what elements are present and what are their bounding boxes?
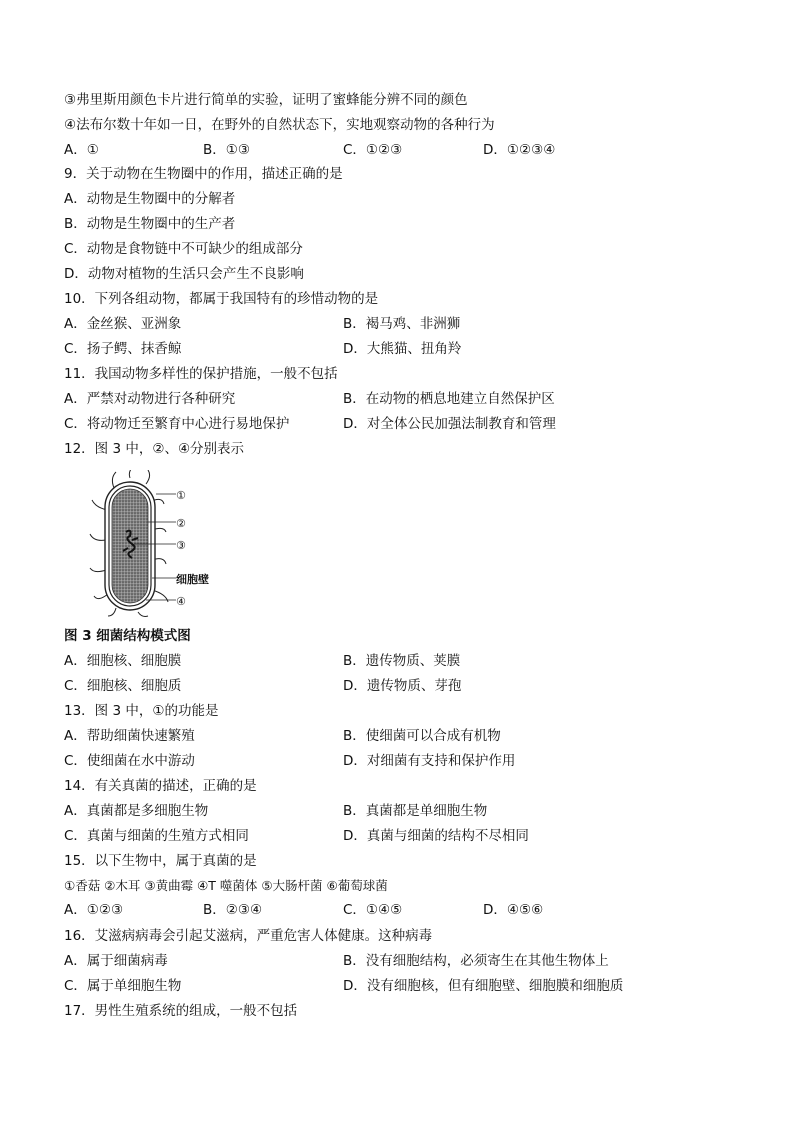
q11-option-a: A．严禁对动物进行各种研究 [64,391,236,407]
q9-option-a: A．动物是生物圈中的分解者 [64,191,236,207]
q9-option-d: D．动物对植物的生活只会产生不良影响 [64,266,304,282]
q8-statement-4: ④法布尔数十年如一日，在野外的自然状态下，实地观察动物的各种行为 [64,117,495,133]
q13-option-d: D．对细菌有支持和保护作用 [343,753,516,769]
q16-option-c: C．属于单细胞生物 [64,978,182,994]
q15-items: ①香菇 ②木耳 ③黄曲霉 ④T 噬菌体 ⑤大肠杆菌 ⑥葡萄球菌 [64,878,388,893]
q8-option-d: D．①②③④ [483,142,556,158]
q14-option-a: A．真菌都是多细胞生物 [64,803,209,819]
q16-option-a: A．属于细菌病毒 [64,953,168,969]
q9-option-b: B．动物是生物圈中的生产者 [64,216,236,232]
q10-option-b: B．褐马鸡、非洲狮 [343,316,461,332]
q13-option-a: A．帮助细菌快速繁殖 [64,728,195,744]
q8-statement-3: ③弗里斯用颜色卡片进行简单的实验，证明了蜜蜂能分辨不同的颜色 [64,92,468,108]
q10-stem: 10．下列各组动物，都属于我国特有的珍惜动物的是 [64,291,379,307]
q15-option-c: C．①④⑤ [343,902,403,918]
q15-option-d: D．④⑤⑥ [483,902,544,918]
q11-option-d: D．对全体公民加强法制教育和管理 [343,416,556,432]
q15-option-b: B．②③④ [203,902,263,918]
q16-option-d: D．没有细胞核，但有细胞壁、细胞膜和细胞质 [343,978,624,994]
q10-option-a: A．金丝猴、亚洲象 [64,316,182,332]
q10-option-c: C．扬子鳄、抹香鲸 [64,341,182,357]
fig-label-4: ④ [176,595,186,608]
q12-stem: 12．图 3 中，②、④分别表示 [64,441,245,457]
q12-option-c: C．细胞核、细胞质 [64,678,182,694]
q14-option-d: D．真菌与细菌的结构不尽相同 [343,828,529,844]
q16-stem: 16．艾滋病病毒会引起艾滋病，严重危害人体健康。这种病毒 [64,928,433,944]
q13-stem: 13．图 3 中，①的功能是 [64,703,219,719]
q9-stem: 9．关于动物在生物圈中的作用，描述正确的是 [64,166,343,182]
fig-label-cell-wall: 细胞壁 [176,573,209,586]
q14-stem: 14．有关真菌的描述，正确的是 [64,778,257,794]
q15-option-a: A．①②③ [64,902,124,918]
q17-stem: 17．男性生殖系统的组成，一般不包括 [64,1003,298,1019]
q8-option-b: B．①③ [203,142,250,158]
fig-label-3: ③ [176,539,186,552]
figure-caption: 图 3 细菌结构模式图 [64,628,191,644]
q11-option-c: C．将动物迁至繁育中心进行易地保护 [64,416,290,432]
bacteria-diagram-svg [86,470,226,618]
q14-option-b: B．真菌都是单细胞生物 [343,803,488,819]
q12-option-a: A．细胞核、细胞膜 [64,653,182,669]
q16-option-b: B．没有细胞结构，必须寄生在其他生物体上 [343,953,609,969]
q8-option-a: A．① [64,142,99,158]
bacteria-diagram [86,470,226,618]
q15-stem: 15．以下生物中，属于真菌的是 [64,853,257,869]
q11-option-b: B．在动物的栖息地建立自然保护区 [343,391,555,407]
q12-option-b: B．遗传物质、荚膜 [343,653,461,669]
q14-option-c: C．真菌与细菌的生殖方式相同 [64,828,249,844]
q8-option-c: C．①②③ [343,142,403,158]
fig-label-2: ② [176,517,186,530]
q12-option-d: D．遗传物质、芽孢 [343,678,462,694]
q13-option-b: B．使细菌可以合成有机物 [343,728,501,744]
cytoplasm-shape [112,489,148,603]
q13-option-c: C．使细菌在水中游动 [64,753,195,769]
q11-stem: 11．我国动物多样性的保护措施，一般不包括 [64,366,338,382]
fig-label-1: ① [176,489,186,502]
q9-option-c: C．动物是食物链中不可缺少的组成部分 [64,241,303,257]
q10-option-d: D．大熊猫、扭角羚 [343,341,462,357]
